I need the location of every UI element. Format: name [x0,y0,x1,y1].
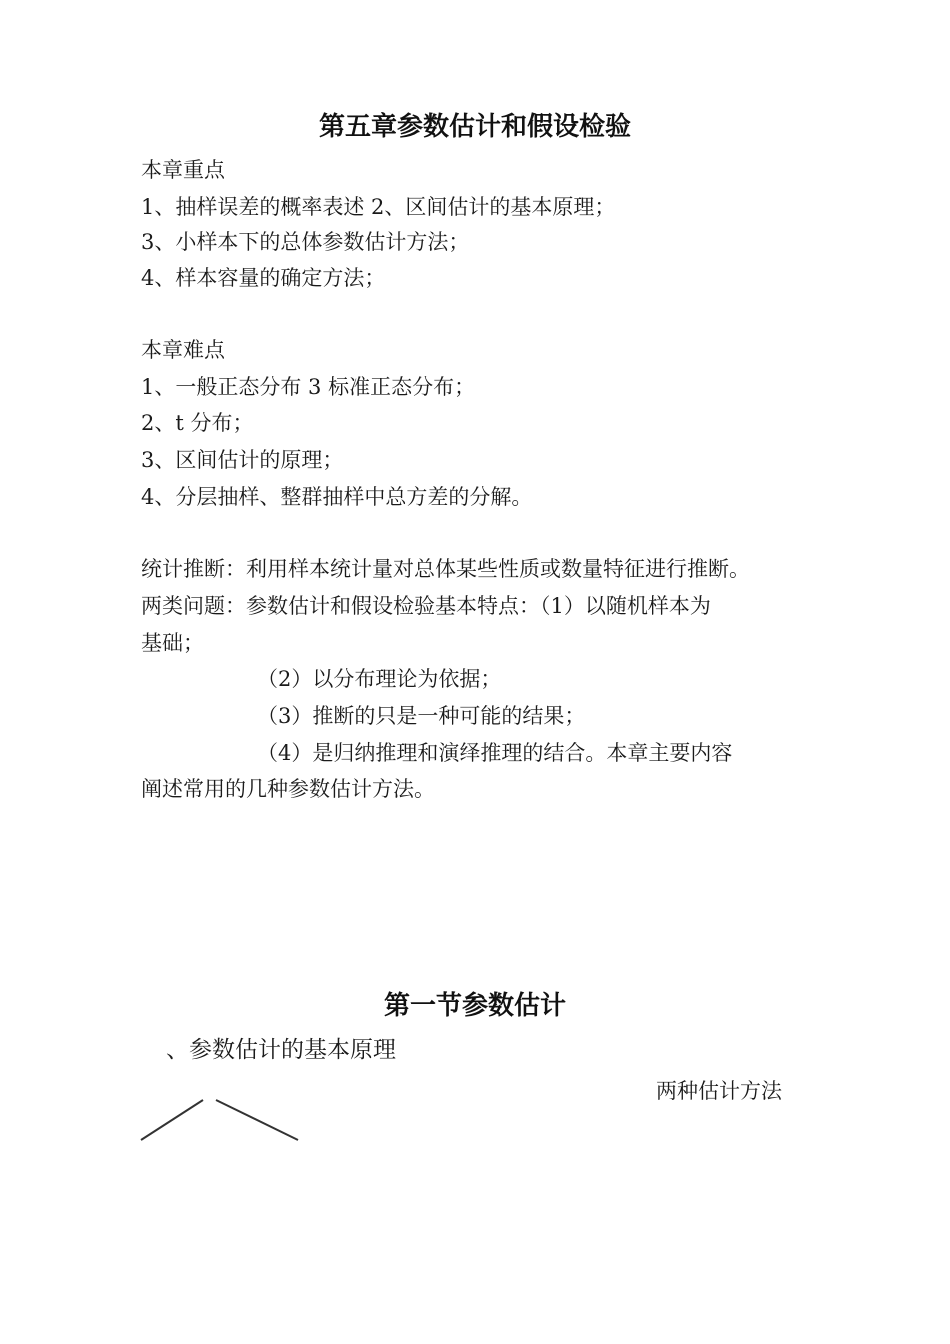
intro-line: 统计推断：利用样本统计量对总体某些性质或数量特征进行推断。 [141,557,750,581]
chapter-title: 第五章参数估计和假设检验 [318,112,631,142]
intro-indented-line: （3）推断的只是一种可能的结果； [257,704,586,728]
key-point-item: 4、样本容量的确定方法； [141,266,386,290]
key-point-item: 3、小样本下的总体参数估计方法； [141,230,470,254]
key-points-heading: 本章重点 [141,158,225,182]
difficulty-item: 2、t 分布； [141,411,254,435]
difficulty-item: 1、一般正态分布 3 标准正态分布； [141,375,476,399]
section-title: 第一节参数估计 [383,991,566,1021]
key-point-item: 1、抽样误差的概率表述 2、区间估计的基本原理； [141,195,616,219]
intro-line: 基础； [141,631,204,655]
diagram-label: 两种估计方法 [656,1079,782,1103]
intro-last-line: 阐述常用的几种参数估计方法。 [141,777,435,801]
difficulty-item: 3、区间估计的原理； [141,448,344,472]
intro-line: 两类问题：参数估计和假设检验基本特点：（1）以随机样本为 [141,594,711,618]
branch-line-right [216,1100,298,1140]
branch-line-left [141,1100,203,1140]
subsection-title: 、参数估计的基本原理 [166,1037,396,1063]
intro-indented-line: （4）是归纳推理和演绎推理的结合。本章主要内容 [257,741,733,765]
difficulty-item: 4、分层抽样、整群抽样中总方差的分解。 [141,485,533,509]
intro-indented-line: （2）以分布理论为依据； [257,667,502,691]
difficulties-heading: 本章难点 [141,338,225,362]
